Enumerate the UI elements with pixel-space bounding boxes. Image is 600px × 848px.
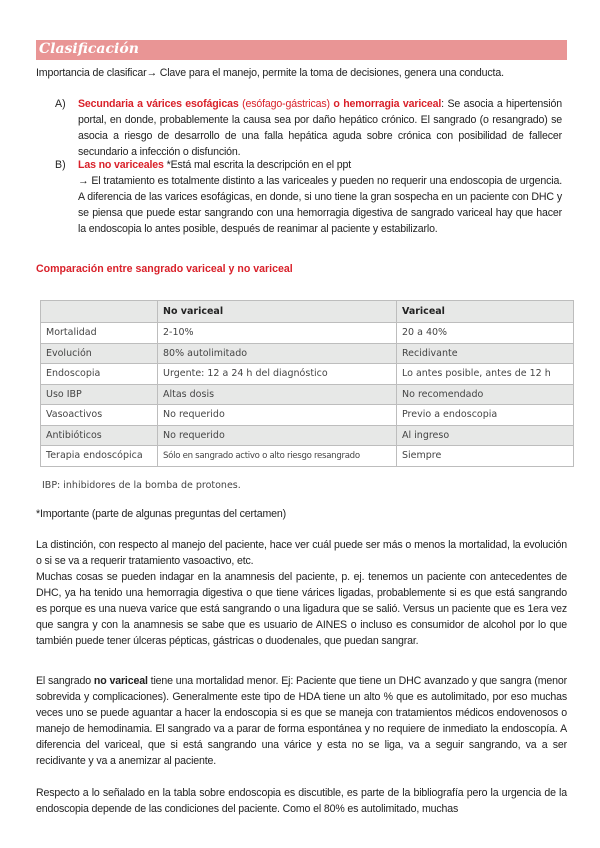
table-cell: Evolución bbox=[41, 343, 158, 364]
table-cell: Antibióticos bbox=[41, 425, 158, 446]
table-cell: No requerido bbox=[158, 405, 397, 426]
section-heading bbox=[36, 40, 567, 60]
header-cell bbox=[41, 301, 158, 323]
table-footnote: IBP: inhibidores de la bomba de protones. bbox=[42, 480, 241, 491]
table-header-row bbox=[41, 301, 574, 323]
paragraph-1: La distinción, con respecto al manejo del paciente, hace ver cuál puede ser más o menos la mortalidad, la evolución o si se va a requerir tratamiento vasoactivo, etc. bbox=[36, 539, 567, 567]
item-a-paren: (esófago-gástricas) bbox=[238, 98, 334, 110]
table-row bbox=[41, 323, 574, 344]
table-row bbox=[41, 364, 574, 385]
table-cell: Altas dosis bbox=[158, 384, 397, 405]
table-cell: Endoscopia bbox=[41, 364, 158, 385]
p3-start: El sangrado bbox=[36, 675, 94, 687]
table-cell: 80% autolimitado bbox=[158, 343, 397, 364]
table-cell: Urgente: 12 a 24 h del diagnóstico bbox=[158, 364, 397, 385]
table-cell: Vasoactivos bbox=[41, 405, 158, 426]
table-cell: No requerido bbox=[158, 425, 397, 446]
intro-text: Importancia de clasificar→ Clave para el manejo, permite la toma de decisiones, genera una conducta. bbox=[36, 67, 504, 79]
p3-rest: tiene una mortalidad menor. Ej: Paciente que tiene un DHC avanzado y que sangra (menor sobrevida y complicaciones). Generalmente este tipo de HDA tiene un alto % que es autolimitado, por eso muchas veces uno se puede aguantar a hacer la endoscopia si es que se maneja con tratamientos médicos endovenosos o manejo de hemodinamia. El sangrado va a parar de forma espontánea y no requiere de inmediato la endoscopía. A diferencia del variceal, que si está sangrando una várice y esta no se liga, va a seguir sangrando, va a ser recidivante y va a anemizar al paciente. bbox=[36, 675, 567, 767]
section-title: Clasificación bbox=[39, 41, 139, 57]
table-cell: 2-10% bbox=[158, 323, 397, 344]
table-cell: Mortalidad bbox=[41, 323, 158, 344]
comparison-subtitle: Comparación entre sangrado variceal y no variceal bbox=[36, 263, 293, 275]
paragraph-2: Muchas cosas se pueden indagar en la anamnesis del paciente, p. ej. tenemos un paciente con antecedentes de DHC, ya ha tenido una hemorragia digestiva o que tiene várices ligadas, probablemente si es que está sangrando es porque es una nueva varice que está sangrando o una ligadura que se salió. Versus un paciente que es 1era vez que sangra y con la anamnesis se sabe que es usuario de AINES o incluso es consumidor de alcohol por lo que también puede tener úlceras pépticas, gástricas o duodenales, que puedan sangrar. bbox=[36, 571, 567, 647]
table-cell: Terapia endoscópica bbox=[41, 446, 158, 467]
table-row bbox=[41, 446, 574, 467]
paragraph-3 bbox=[36, 673, 567, 769]
list-item-a bbox=[78, 96, 562, 160]
item-a-text: : Se asocia a hipertensión portal, en donde, probablemente la causa sea por daño hepático crónico. El sangrado (o resangrado) se asocia a riesgo de desarrollo de una falla hepática aguda sobre crónica con posibilidad de fallecer secundario a infección o disfunción. bbox=[78, 98, 562, 158]
table-cell: Al ingreso bbox=[397, 425, 574, 446]
table-cell: Siempre bbox=[397, 446, 574, 467]
table-cell: 20 a 40% bbox=[397, 323, 574, 344]
header-cell: Variceal bbox=[397, 301, 574, 323]
table-cell: Lo antes posible, antes de 12 h bbox=[397, 364, 574, 385]
item-a-title-b: o hemorragia variceal bbox=[333, 98, 442, 110]
table-cell: Recidivante bbox=[397, 343, 574, 364]
table-row bbox=[41, 384, 574, 405]
list-marker-a: A) bbox=[55, 98, 66, 110]
header-cell: No variceal bbox=[158, 301, 397, 323]
important-note: *Importante (parte de algunas preguntas del certamen) bbox=[36, 508, 286, 520]
item-b-title: Las no variceales bbox=[78, 159, 164, 171]
table-cell: Uso IBP bbox=[41, 384, 158, 405]
table-row bbox=[41, 405, 574, 426]
list-marker-b: B) bbox=[55, 159, 66, 171]
table-cell: Previo a endoscopia bbox=[397, 405, 574, 426]
table-cell: No recomendado bbox=[397, 384, 574, 405]
table-cell: Sólo en sangrado activo o alto riesgo resangrado bbox=[158, 446, 397, 467]
item-b-text: → El tratamiento es totalmente distinto a las variceales y pueden no requerir una endoscopia de urgencia. A diferencia de las varices esofágicas, en donde, si uno tiene la gran sospecha en un paciente con DHC y se piensa que puede estar sangrando con una hemorragia digestiva de sangrado variceal hay que hacer la endoscopia lo antes posible, después de reanimar al paciente y estabilizarlo. bbox=[78, 175, 562, 235]
item-a-title: Secundaria a várices esofágicas bbox=[78, 98, 239, 110]
paragraph-4: Respecto a lo señalado en la tabla sobre endoscopia es discutible, es parte de la bibliografía pero la urgencia de la endoscopia depende de las condiciones del paciente. Como el 80% es autolimitado, muchas bbox=[36, 787, 567, 815]
table-row bbox=[41, 425, 574, 446]
comparison-table bbox=[40, 300, 574, 467]
p3-bold: no variceal bbox=[93, 675, 148, 687]
list-item-b-header bbox=[78, 157, 562, 173]
table-row bbox=[41, 343, 574, 364]
item-b-note: *Está mal escrita la descripción en el ppt bbox=[163, 159, 352, 171]
